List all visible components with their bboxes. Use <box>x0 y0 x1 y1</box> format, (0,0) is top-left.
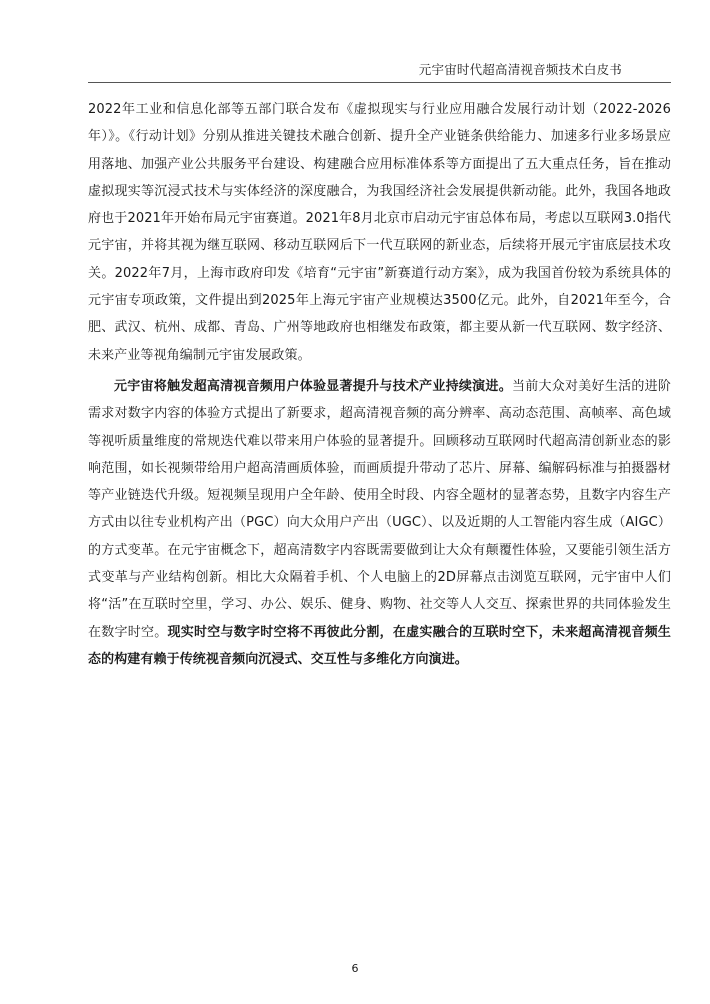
paragraph-policy: 2022年工业和信息化部等五部门联合发布《虚拟现实与行业应用融合发展行动计划（2022-2026年）》。《行动计划》分别从推进关键技术融合创新、提升全产业链条供给能力、加速多行业多场景应用落地、加强产业公共服务平台建设、构建融合应用标准体系等方面提出了五大重点任务，旨在推动虚拟现实等沉浸式技术与实体经济的深度融合，为我国经济社会发展提供新动能。此外，我国各地政府也于2021年开始布局元宇宙赛道。2021年8月北京市启动元宇宙总体布局，考虑以互联网3.0指代元宇宙，并将其视为继互联网、移动互联网后下一代互联网的新业态，后续将开展元宇宙底层技术攻关。2022年7月，上海市政府印发《培育“元宇宙”新赛道行动方案》，成为我国首份较为系统具体的元宇宙专项政策，文件提出到2025年上海元宇宙产业规模达3500亿元。此外，自2021年至今，合肥、武汉、杭州、成都、青岛、广州等地政府也相继发布政策，都主要从新一代互联网、数字经济、未来产业等视角编制元宇宙发展政策。 <box>88 102 671 363</box>
paragraph-metaverse-experience <box>88 373 671 673</box>
paragraph-bold-lead: 元宇宙将触发超高清视音频用户体验显著提升与技术产业持续演进。 <box>114 378 512 394</box>
page-number: 6 <box>351 962 359 975</box>
page-header-title: 元宇宙时代超高清视音频技术白皮书 <box>418 62 622 77</box>
header-divider <box>88 82 671 83</box>
paragraph-bold-conclusion: 现实时空与数字时空将不再彼此分割，在虚实融合的互联时空下，未来超高清视音频生态的构建有赖于传统视音频向沉浸式、交互性与多维化方向演进。 <box>88 624 671 667</box>
paragraph-body-text: 当前大众对美好生活的进阶需求对数字内容的体验方式提出了新要求，超高清视音频的高分辨率、高动态范围、高帧率、高色域等视听质量维度的常规迭代难以带来用户体验的显著提升。回顾移动互联网时代超高清创新业态的影响范围，如长视频带给用户超高清画质体验，而画质提升带动了芯片、屏幕、编解码标准与拍摄器材等产业链迭代升级。短视频呈现用户全年龄、使用全时段、内容全题材的显著态势，且数字内容生产方式由以往专业机构产出（PGC）向大众用户产出（UGC）、以及近期的人工智能内容生成（AIGC）的方式变革。在元宇宙概念下，超高清数字内容既需要做到让大众有颠覆性体验，又要能引领生活方式变革与产业结构创新。相比大众隔着手机、个人电脑上的2D屏幕点击浏览互联网，元宇宙中人们将“活”在互联时空里，学习、办公、娱乐、健身、购物、社交等人人交互、探索世界的共同体验发生在数字时空。 <box>88 378 671 640</box>
document-body <box>88 96 671 673</box>
